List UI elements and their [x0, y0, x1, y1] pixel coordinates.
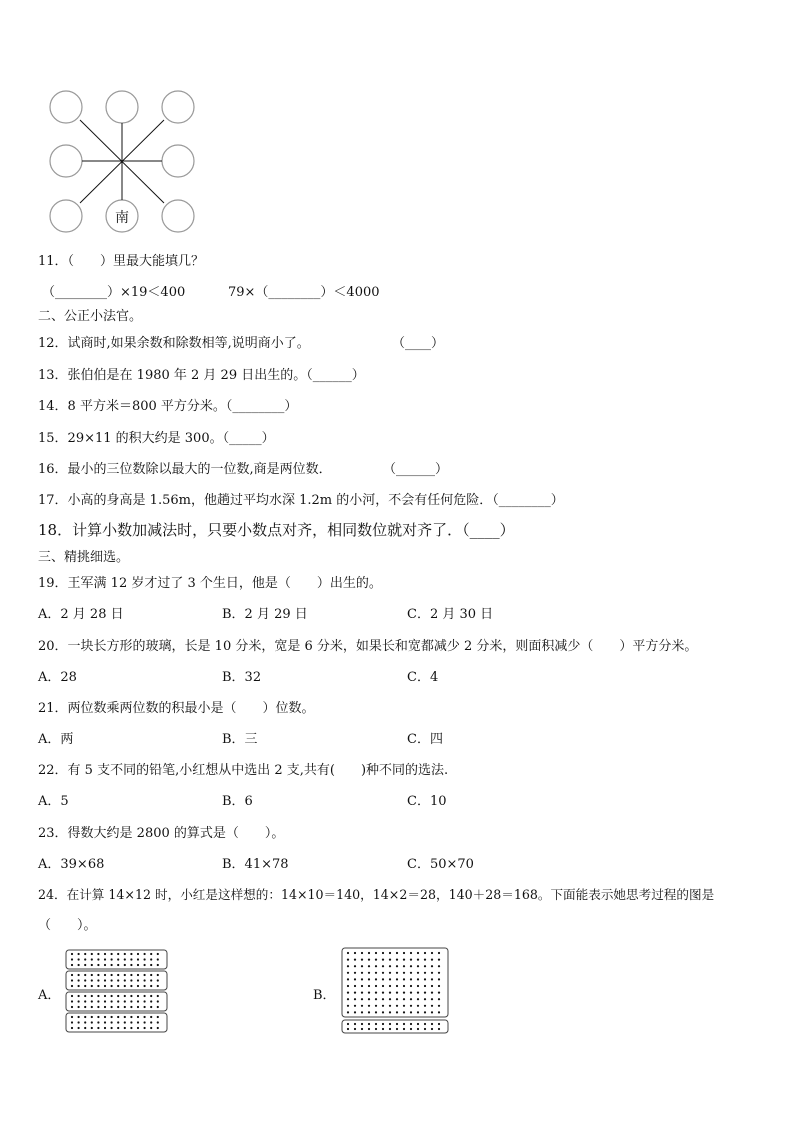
- q18-text: 18．计算小数加减法时，只要小数点对齐，相同数位就对齐了．（____）: [38, 521, 515, 539]
- q16-blank: （______）: [383, 462, 449, 477]
- q13-text: 13．张伯伯是在 1980 年 2 月 29 日出生的。（______）: [38, 368, 365, 383]
- q24-option-a-label[interactable]: A．: [38, 988, 61, 1003]
- q21-option-b[interactable]: B．三: [222, 732, 258, 747]
- dot-figure-a[interactable]: [65, 948, 169, 1034]
- section2-title: 二、公正小法官。: [38, 309, 143, 324]
- q20-option-a[interactable]: A．28: [38, 670, 77, 685]
- q22-option-b[interactable]: B．6: [222, 794, 253, 809]
- q24-stem-blank: （ ）。: [38, 918, 97, 933]
- q19-option-c[interactable]: C．2 月 30 日: [407, 607, 494, 622]
- q22-option-c[interactable]: C．10: [407, 794, 447, 809]
- q22-stem: 22．有 5 支不同的铅笔,小红想从中选出 2 支,共有( )种不同的选法.: [38, 763, 449, 778]
- dot-figure-b[interactable]: [340, 946, 450, 1034]
- compass-circle-ne: [162, 91, 194, 123]
- q11-stem: 11．（ ）里最大能填几？: [38, 254, 205, 269]
- q24-option-b-label[interactable]: B．: [313, 988, 336, 1003]
- q15-text: 15．29×11 的积大约是 300。（_____）: [38, 431, 275, 446]
- compass-label-south: 南: [115, 210, 129, 226]
- q19-stem: 19．王军满 12 岁才过了 3 个生日，他是（ ）出生的。: [38, 576, 382, 591]
- q23-stem: 23．得数大约是 2800 的算式是（ ）。: [38, 826, 285, 841]
- q12-blank: （____）: [392, 336, 445, 351]
- q20-option-c[interactable]: C．4: [407, 670, 439, 685]
- section3-title: 三、精挑细选。: [38, 550, 130, 565]
- q19-option-a[interactable]: A．2 月 28 日: [38, 607, 124, 622]
- compass-circle-e: [162, 145, 194, 177]
- q21-option-c[interactable]: C．四: [407, 732, 443, 747]
- q20-stem: 20．一块长方形的玻璃，长是 10 分米，宽是 6 分米，如果长和宽都减少 2 分米，则面积减少（ ）平方分米。: [38, 639, 698, 654]
- q14-text: 14．8 平方米＝800 平方分米。（________）: [38, 399, 298, 414]
- q20-option-b[interactable]: B．32: [222, 670, 262, 685]
- compass-circle-se: [162, 200, 194, 232]
- q21-stem: 21．两位数乘两位数的积最小是（ ）位数。: [38, 701, 315, 716]
- compass-diagram: [44, 86, 204, 236]
- q17-text: 17．小高的身高是 1.56m，他趟过平均水深 1.2m 的小河，不会有任何危险．（________）: [38, 493, 564, 508]
- dot-group-b-2: [342, 1020, 448, 1033]
- q23-option-a[interactable]: A．39×68: [38, 857, 105, 872]
- q12-text: 12．试商时,如果余数和除数相等,说明商小了。: [38, 336, 310, 351]
- q16-text: 16．最小的三位数除以最大的一位数,商是两位数．: [38, 462, 332, 477]
- q11-part2: 79×（________）＜4000: [228, 285, 380, 300]
- compass-circle-nw: [50, 91, 82, 123]
- q11-part1: （________）×19＜400: [42, 285, 186, 300]
- q23-option-c[interactable]: C．50×70: [407, 857, 474, 872]
- compass-circle-w: [50, 145, 82, 177]
- q19-option-b[interactable]: B．2 月 29 日: [222, 607, 308, 622]
- q22-option-a[interactable]: A．5: [38, 794, 69, 809]
- q24-stem: 24．在计算 14×12 时，小红是这样想的：14×10＝140，14×2＝28，140＋28＝168。下面能表示她思考过程的图是: [38, 887, 715, 902]
- compass-circle-sw: [50, 200, 82, 232]
- compass-circle-n: [106, 91, 138, 123]
- q21-option-a[interactable]: A．两: [38, 732, 74, 747]
- q23-option-b[interactable]: B．41×78: [222, 857, 289, 872]
